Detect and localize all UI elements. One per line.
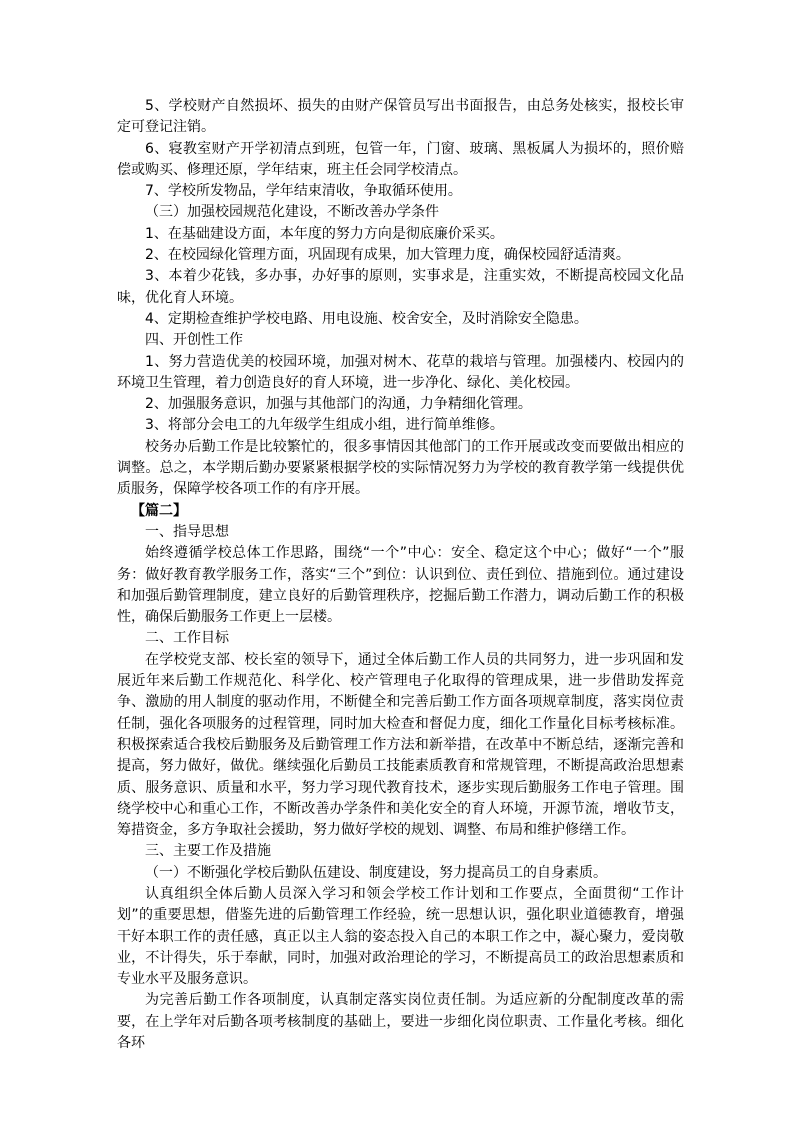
paragraph: 始终遵循学校总体工作思路，围绕“一个”中心：安全、稳定这个中心；做好“一个”服务：做好教育教学服务工作，落实“三个”到位：认识到位、责任到位、措施到位。通过建设和加强后勤管理制度，建立良好的后勤管理秩序，挖掘后勤工作潜力，调动后勤工作的积极性，确保后勤服务工作更上一层楼。 xyxy=(117,545,684,626)
paragraph: 在学校党支部、校长室的领导下，通过全体后勤工作人员的共同努力，进一步巩固和发展近年来后勤工作规范化、科学化、校产管理电子化取得的管理成果，进一步借助发挥竞争、激励的用人制度的驱动作用，不断健全和完善后勤工作方面各项规章制度，落实岗位责任制，强化各项服务的过程管理，同时加大检查和督促力度，细化工作量化目标考核标准。积极探索适合我校后勤服务及后勤管理工作方法和新举措，在改革中不断总结，逐渐完善和提高，努力做好，做优。继续强化后勤员工技能素质教育和常规管理，不断提高政治思想素质、服务意识、质量和水平，努力学习现代教育技术，逐步实现后勤服务工作电子管理。围绕学校中心和重心工作，不断改善办学条件和美化安全的育人环境，开源节流，增收节支，筹措资金，多方争取社会援助，努力做好学校的规划、调整、布局和维护修缮工作。 xyxy=(117,651,684,839)
paragraph: 6、寝教室财产开学初清点到班，包管一年，门窗、玻璃、黑板属人为损坏的，照价赔偿或购买、修理还原，学年结束，班主任会同学校清点。 xyxy=(117,140,684,178)
section-heading: 三、主要工作及措施 xyxy=(145,843,271,860)
paragraph: 3、将部分会电工的九年级学生组成小组，进行简单维修。 xyxy=(145,417,504,434)
section-heading: （三）加强校园规范化建设，不断改善办学条件 xyxy=(145,204,439,221)
section-heading: 一、指导思想 xyxy=(145,523,229,540)
paragraph: 为完善后勤工作各项制度，认真制定落实岗位责任制。为适应新的分配制度改革的需要，在上学年对后勤各项考核制度的基础上，要进一步细化岗位职责、工作量化考核。细化各环 xyxy=(117,992,684,1052)
paragraph: 2、加强服务意识，加强与其他部门的沟通，力争精细化管理。 xyxy=(145,396,532,413)
section-heading: （一）不断强化学校后勤队伍建设、制度建设，努力提高员工的自身素质。 xyxy=(145,864,607,881)
section-heading: 四、开创性工作 xyxy=(145,332,243,349)
paragraph: 校务办后勤工作是比较繁忙的，很多事情因其他部门的工作开展或改变而要做出相应的调整。总之，本学期后勤办要紧紧根据学校的实际情况努力为学校的教育教学第一线提供优质服务，保障学校各项工作的有序开展。 xyxy=(117,438,684,498)
paragraph: 1、努力营造优美的校园环境，加强对树木、花草的栽培与管理。加强楼内、校园内的环境卫生管理，着力创造良好的育人环境，进一步净化、绿化、美化校园。 xyxy=(117,353,684,391)
part-heading: 【篇二】 xyxy=(131,502,187,519)
section-heading: 二、工作目标 xyxy=(145,630,229,647)
paragraph: 认真组织全体后勤人员深入学习和领会学校工作计划和工作要点，全面贯彻“工作计划”的重要思想，借鉴先进的后勤管理工作经验，统一思想认识，强化职业道德教育，增强干好本职工作的责任感，真正以主人翁的姿态投入自己的本职工作之中，凝心聚力，爱岗敬业，不计得失，乐于奉献，同时，加强对政治理论的学习，不断提高员工的政治思想素质和专业水平及服务意识。 xyxy=(117,885,684,988)
paragraph: 2、在校园绿化管理方面，巩固现有成果，加大管理力度，确保校园舒适清爽。 xyxy=(145,247,630,264)
paragraph: 7、学校所发物品，学年结束清收，争取循环使用。 xyxy=(145,183,462,200)
paragraph: 5、学校财产自然损坏、损失的由财产保管员写出书面报告，由总务处核实，报校长审定可登记注销。 xyxy=(117,98,684,136)
paragraph: 4、定期检查维护学校电路、用电设施、校舍安全，及时消除安全隐患。 xyxy=(145,310,588,327)
paragraph: 3、本着少花钱，多办事，办好事的原则，实事求是，注重实效，不断提高校园文化品味，优化育人环境。 xyxy=(117,268,684,306)
paragraph: 1、在基础建设方面，本年度的努力方向是彻底廉价采买。 xyxy=(145,225,504,242)
